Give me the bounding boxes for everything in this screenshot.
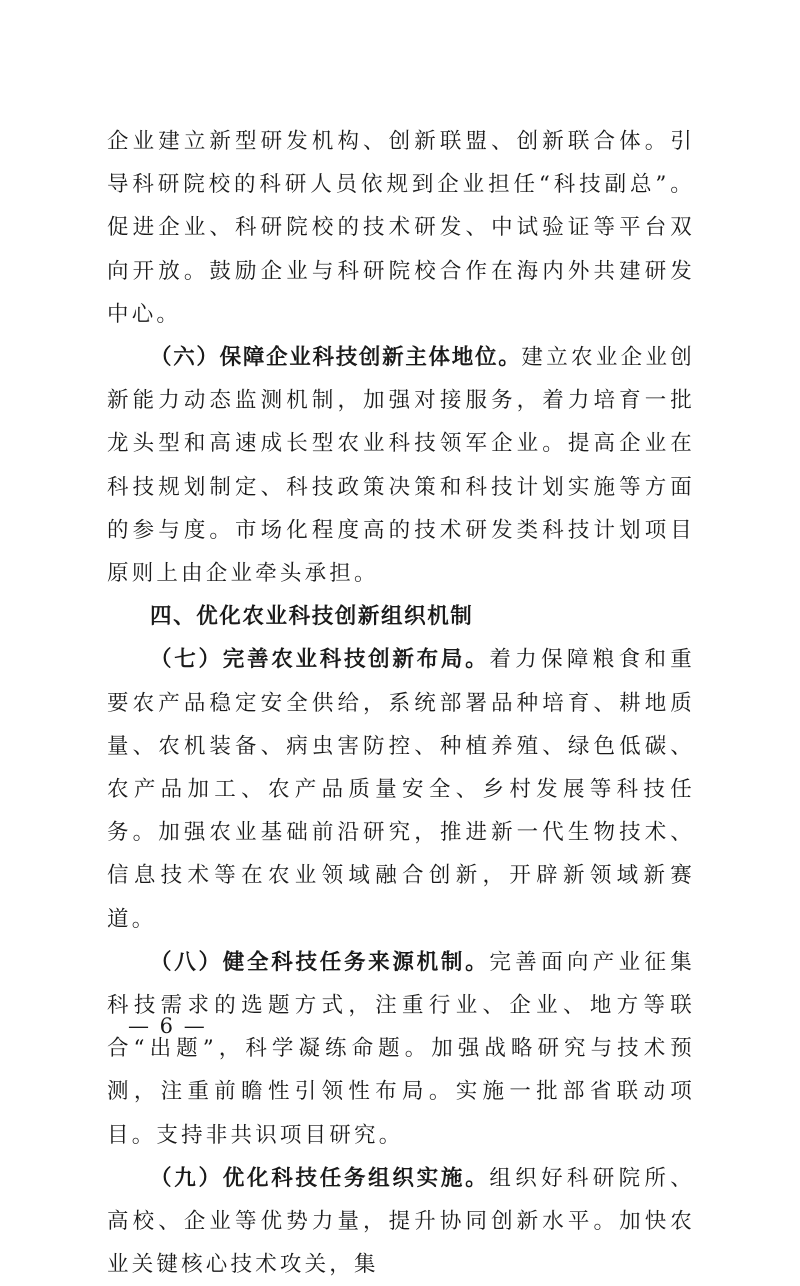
paragraph-task-sources — [107, 941, 695, 1157]
paragraph-lead: （七）完善农业科技创新布局。 — [150, 647, 490, 673]
paragraph-lead: （六）保障企业科技创新主体地位。 — [150, 345, 522, 371]
paragraph-enterprise-innovation — [107, 336, 695, 595]
page-number: — 6 — — [128, 1014, 207, 1038]
paragraph-lead: （八）健全科技任务来源机制。 — [150, 949, 490, 975]
paragraph-text: 完善面向产业征集科技需求的选题方式，注重行业、企业、地方等联合“出题”，科学凝练命题。加强战略研究与技术预测，注重前瞻性引领性布局。实施一批部省联动项目。支持非共识项目研究。 — [107, 949, 696, 1148]
paragraph-innovation-layout — [107, 638, 695, 940]
paragraph-text: 组织好科研院所、高校、企业等优势力量，提升协同创新水平。加快农业关键核心技术攻关，集 — [107, 1165, 696, 1278]
section-heading: 四、优化农业科技创新组织机制 — [150, 604, 474, 630]
paragraph-text: 建立农业企业创新能力动态监测机制，加强对接服务，着力培育一批龙头型和高速成长型农业科技领军企业。提高企业在科技规划制定、科技政策决策和科技计划实施等方面的参与度。市场化程度高的技术研发类科技计划项目原则上由企业牵头承担。 — [107, 345, 696, 587]
paragraph-text: 企业建立新型研发机构、创新联盟、创新联合体。引导科研院校的科研人员依规到企业担任“科技副总”。促进企业、科研院校的技术研发、中试验证等平台双向开放。鼓励企业与科研院校合作在海内外共建研发中心。 — [107, 129, 695, 327]
paragraph-lead: （九）优化科技任务组织实施。 — [150, 1165, 490, 1191]
paragraph-research-cooperation — [107, 120, 695, 336]
paragraph-task-implementation — [107, 1157, 695, 1286]
paragraph-text: 着力保障粮食和重要农产品稳定安全供给，系统部署品种培育、耕地质量、农机装备、病虫害防控、种植养殖、绿色低碳、农产品加工、农产品质量安全、乡村发展等科技任务。加强农业基础前沿研究，推进新一代生物技术、信息技术等在农业领域融合创新，开辟新领域新赛道。 — [107, 647, 696, 932]
